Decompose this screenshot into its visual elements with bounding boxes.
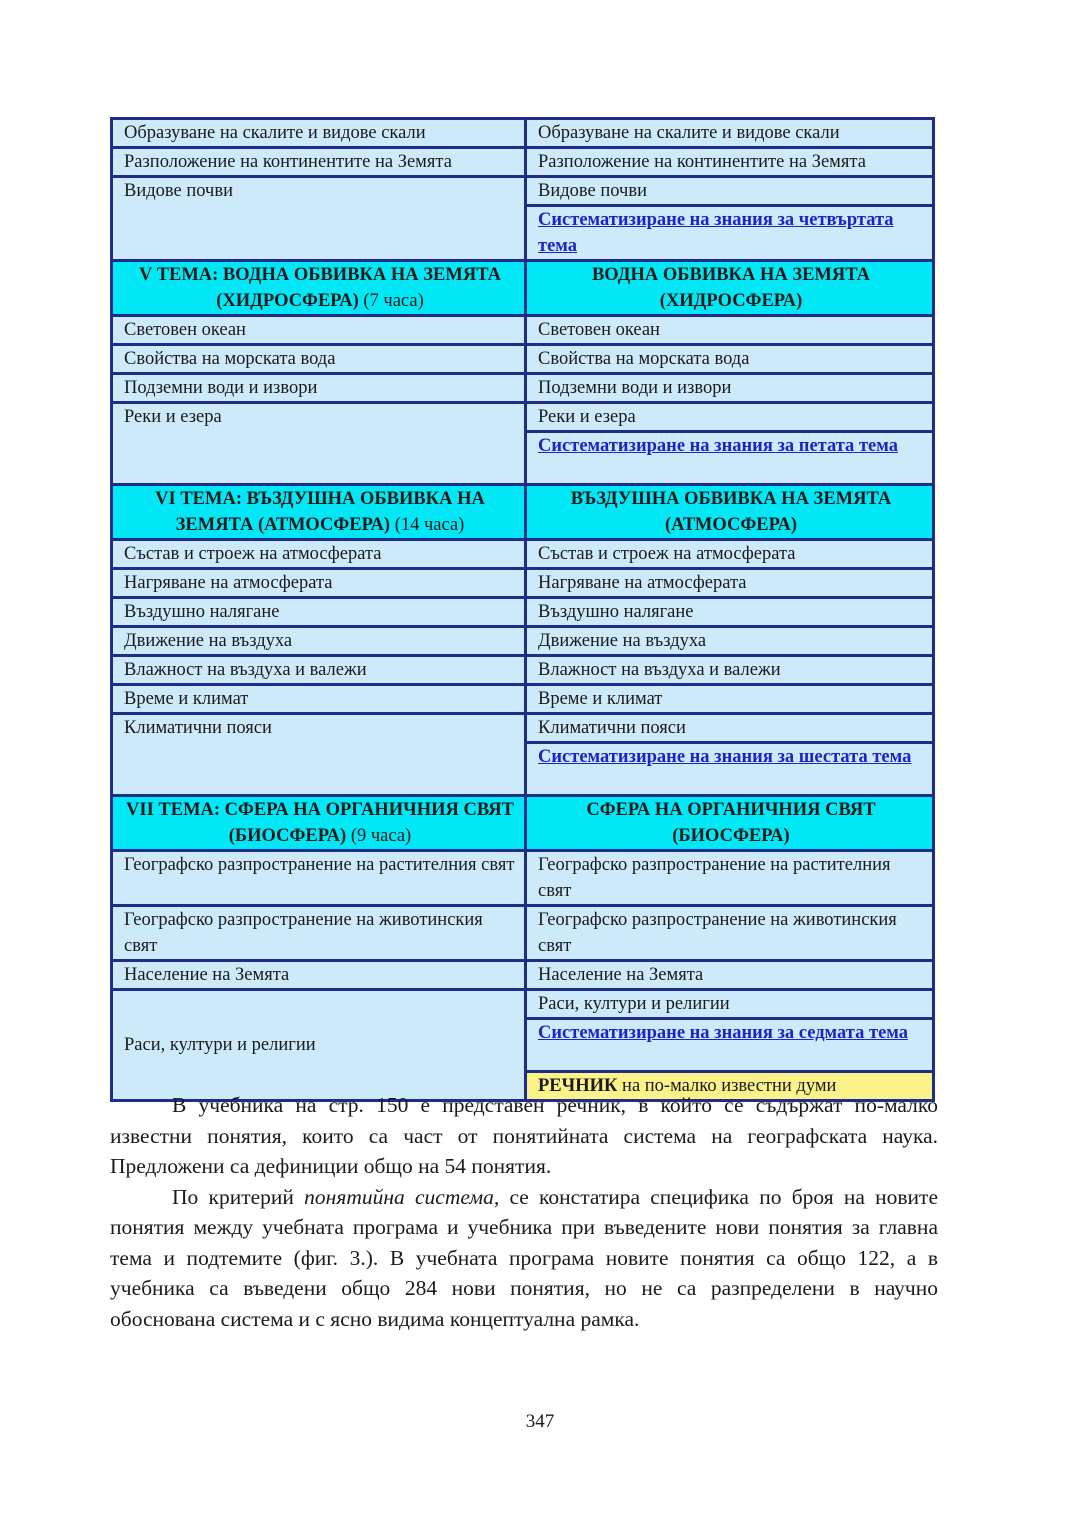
table-row	[112, 851, 934, 906]
table-row	[112, 403, 934, 432]
table-row	[112, 598, 934, 627]
textbook-cell: Климатични пояси	[526, 714, 934, 743]
program-cell: Подземни води и извори	[112, 374, 526, 403]
topic-header-row	[112, 261, 934, 316]
dictionary-title: РЕЧНИК	[538, 1076, 618, 1096]
topic-title: V ТЕМА: ВОДНА ОБВИВКА НА ЗЕМЯТА (ХИДРОСФЕРА)	[138, 265, 501, 311]
topic-title: VI ТЕМА: ВЪЗДУШНА ОБВИВКА НА ЗЕМЯТА (АТМОСФЕРА)	[155, 489, 485, 535]
program-cell: Нагряване на атмосферата	[112, 569, 526, 598]
program-cell: Климатични пояси	[112, 714, 526, 796]
program-cell: Разположение на континентите на Земята	[112, 148, 526, 177]
topic-hours: (7 часа)	[363, 291, 424, 311]
textbook-cell: Реки и езера	[526, 403, 934, 432]
paragraph-2	[110, 1182, 938, 1335]
systematization-link-line-1: Систематизиране на знания за	[538, 210, 795, 230]
textbook-topic-cell: СФЕРА НА ОРГАНИЧНИЯ СВЯТ (БИОСФЕРА)	[526, 796, 934, 851]
table-row	[112, 961, 934, 990]
textbook-cell: Влажност на въздуха и валежи	[526, 656, 934, 685]
topic-header-row	[112, 796, 934, 851]
systematization-link-line-2: тема	[869, 1023, 909, 1043]
program-cell: Раси, култури и религии	[112, 990, 526, 1101]
systematization-link[interactable]	[538, 210, 894, 256]
textbook-cell: Видове почви	[526, 177, 934, 206]
table-row	[112, 540, 934, 569]
paragraph-2-rest: се констатира специфика по броя на новите понятия между учебната програма и учебника при въведените нови понятия за главна тема и подтемите (фиг. 3.). В учебната програма новите понятия са общо 122, а в учебника са въведени общо 284 нови понятия, но не са разпределени в научно обоснована система и с ясно видима концептуална рамка.	[110, 1184, 938, 1331]
textbook-cell: Нагряване на атмосферата	[526, 569, 934, 598]
topic-header-row	[112, 485, 934, 540]
systematization-link[interactable]	[538, 747, 911, 767]
program-cell: Въздушно налягане	[112, 598, 526, 627]
textbook-cell: Състав и строеж на атмосферата	[526, 540, 934, 569]
systematization-link[interactable]	[538, 1023, 908, 1043]
systematization-link-line-2: тема	[858, 436, 898, 456]
systematization-cell	[526, 206, 934, 261]
systematization-link-line-1: Систематизиране на знания за петата	[538, 436, 855, 456]
program-cell: Реки и езера	[112, 403, 526, 485]
table-row	[112, 374, 934, 403]
textbook-cell: Образуване на скалите и видове скали	[526, 119, 934, 148]
systematization-link-line-1: Систематизиране на знания за	[538, 747, 795, 767]
textbook-cell: Географско разпространение на животинския свят	[526, 906, 934, 961]
topic-hours: (14 часа)	[394, 515, 465, 535]
program-cell: Географско разпространение на растителния свят	[112, 851, 526, 906]
textbook-cell: Разположение на континентите на Земята	[526, 148, 934, 177]
systematization-link-line-2: четвъртата тема	[538, 210, 894, 256]
table-row	[112, 119, 934, 148]
program-cell: Видове почви	[112, 177, 526, 261]
table-row	[112, 148, 934, 177]
systematization-link[interactable]	[538, 436, 898, 456]
program-topic-cell	[112, 261, 526, 316]
systematization-cell	[526, 743, 934, 796]
systematization-cell	[526, 1019, 934, 1072]
table-row	[112, 345, 934, 374]
systematization-cell	[526, 432, 934, 485]
textbook-cell: Население на Земята	[526, 961, 934, 990]
textbook-cell: Въздушно налягане	[526, 598, 934, 627]
paragraph-2-italic: понятийна система,	[304, 1184, 500, 1209]
topic-title: VII ТЕМА: СФЕРА НА ОРГАНИЧНИЯ СВЯТ (БИОСФЕРА)	[126, 800, 514, 846]
program-cell: Световен океан	[112, 316, 526, 345]
page-number: 347	[525, 1411, 555, 1432]
table-row	[112, 714, 934, 743]
program-cell: Време и климат	[112, 685, 526, 714]
table-row	[112, 685, 934, 714]
textbook-cell: Движение на въздуха	[526, 627, 934, 656]
table-row	[112, 569, 934, 598]
program-cell: Население на Земята	[112, 961, 526, 990]
program-cell: Влажност на въздуха и валежи	[112, 656, 526, 685]
program-topic-cell	[112, 485, 526, 540]
textbook-cell: Световен океан	[526, 316, 934, 345]
table-row	[112, 990, 934, 1019]
textbook-topic-cell: ВОДНА ОБВИВКА НА ЗЕМЯТА (ХИДРОСФЕРА)	[526, 261, 934, 316]
textbook-topic-cell: ВЪЗДУШНА ОБВИВКА НА ЗЕМЯТА (АТМОСФЕРА)	[526, 485, 934, 540]
topic-hours: (9 часа)	[350, 826, 412, 846]
table-row	[112, 627, 934, 656]
table-row	[112, 656, 934, 685]
textbook-cell: Подземни води и извори	[526, 374, 934, 403]
table-row	[112, 177, 934, 206]
textbook-cell: Време и климат	[526, 685, 934, 714]
program-topic-cell	[112, 796, 526, 851]
program-cell: Географско разпространение на животинския свят	[112, 906, 526, 961]
textbook-cell: Раси, култури и религии	[526, 990, 934, 1019]
table-body	[112, 119, 934, 1101]
textbook-cell: Географско разпространение на растителния свят	[526, 851, 934, 906]
textbook-cell: Свойства на морската вода	[526, 345, 934, 374]
table-row	[112, 906, 934, 961]
table-row	[112, 316, 934, 345]
program-cell: Свойства на морската вода	[112, 345, 526, 374]
curriculum-comparison-table	[110, 117, 935, 1102]
program-cell: Образуване на скалите и видове скали	[112, 119, 526, 148]
body-text	[110, 1090, 938, 1334]
dictionary-description: на по-малко известни думи	[617, 1076, 837, 1096]
systematization-link-line-1: Систематизиране на знания за седмата	[538, 1023, 865, 1043]
program-cell: Състав и строеж на атмосферата	[112, 540, 526, 569]
paragraph-2-lead: По критерий	[172, 1184, 305, 1209]
paragraph-1: В учебника на стр. 150 е представен речник, в който се съдържат по-малко известни понятия, които са част от понятийната система на географската наука. Предложени са дефиниции общо на 54 понятия.	[110, 1093, 938, 1178]
program-cell: Движение на въздуха	[112, 627, 526, 656]
systematization-link-line-2: шестата тема	[798, 747, 912, 767]
